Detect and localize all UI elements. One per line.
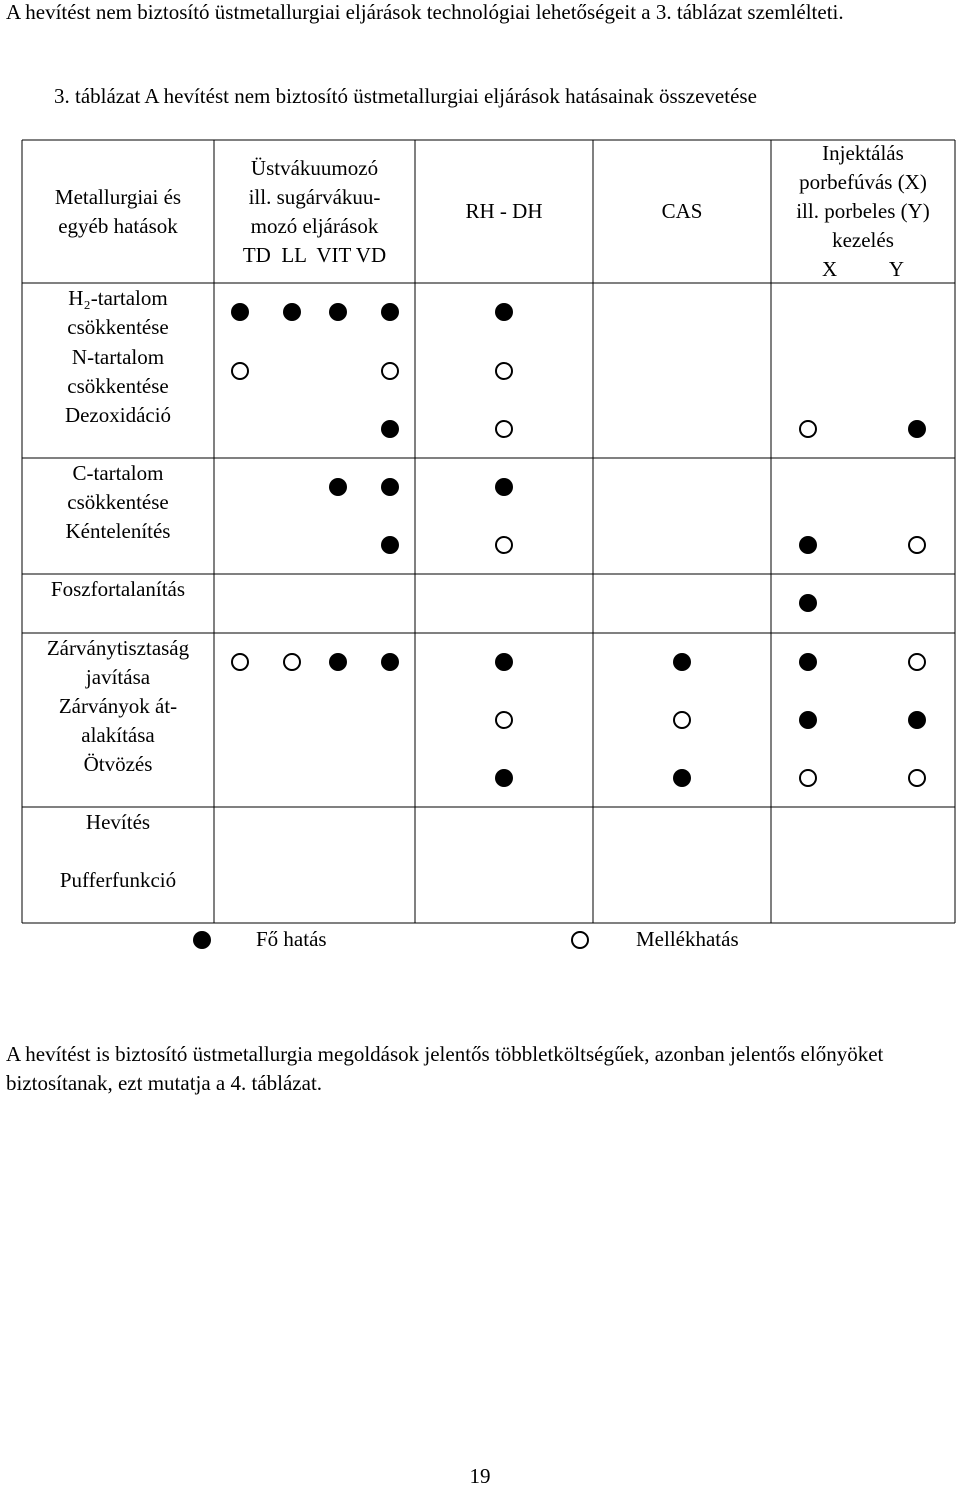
- header-line: ill. porbeles (Y): [796, 199, 930, 223]
- header-rh-dh: [417, 140, 591, 283]
- main-effect-dot: [381, 478, 399, 496]
- row-label: [24, 517, 212, 546]
- side-effect-dot: [495, 420, 513, 438]
- legend-side-effect-icon: [571, 931, 589, 949]
- side-effect-dot: [495, 711, 513, 729]
- header-line: mozó eljárások: [250, 213, 379, 238]
- main-effect-dot: [329, 653, 347, 671]
- row-label-line: Dezoxidáció: [64, 403, 172, 427]
- header-line: ill. sugárvákuu-: [248, 184, 381, 209]
- main-effect-dot: [495, 653, 513, 671]
- row-label: [24, 808, 212, 837]
- side-effect-dot: [231, 362, 249, 380]
- row-label-line: csökkentése: [67, 374, 169, 398]
- header-line: CAS: [661, 199, 703, 223]
- header-injection: [773, 140, 953, 283]
- header-cas: [595, 140, 769, 283]
- header-vacuum-processes: [216, 140, 413, 283]
- row-label-line: H₂-tartalom: [68, 286, 168, 310]
- row-label: [24, 866, 212, 895]
- header-line: RH - DH: [465, 199, 543, 223]
- main-effect-dot: [381, 653, 399, 671]
- row-label: [24, 343, 212, 401]
- row-label-line: Foszfortalanítás: [50, 577, 186, 601]
- row-label-line: Zárványtisztaság: [46, 636, 190, 660]
- header-line: TD LL VIT VD: [242, 242, 387, 267]
- side-effect-dot: [908, 769, 926, 787]
- side-effect-dot: [673, 711, 691, 729]
- table-caption: 3. táblázat A hevítést nem biztosító üstmetallurgiai eljárások hatásainak összevetése: [54, 84, 757, 108]
- side-effect-dot: [495, 536, 513, 554]
- main-effect-dot: [495, 303, 513, 321]
- header-line: kezelés: [832, 228, 894, 252]
- row-label-line: Zárványok át-: [58, 694, 178, 718]
- row-label-line: Ötvözés: [83, 752, 153, 776]
- side-effect-dot: [908, 536, 926, 554]
- main-effect-dot: [799, 594, 817, 612]
- row-label: [24, 575, 212, 604]
- main-effect-dot: [908, 711, 926, 729]
- main-effect-dot: [329, 303, 347, 321]
- side-effect-dot: [381, 362, 399, 380]
- main-effect-dot: [799, 711, 817, 729]
- row-label-line: Kéntelenítés: [65, 519, 171, 543]
- main-effect-dot: [673, 653, 691, 671]
- row-label-line: csökkentése: [67, 490, 169, 514]
- main-effect-dot: [908, 420, 926, 438]
- row-label: [24, 750, 212, 779]
- main-effect-dot: [673, 769, 691, 787]
- side-effect-dot: [495, 362, 513, 380]
- side-effect-dot: [283, 653, 301, 671]
- row-label: [24, 401, 212, 430]
- header-effects: [24, 140, 212, 283]
- main-effect-dot: [799, 653, 817, 671]
- row-label-line: javítása: [85, 665, 151, 689]
- side-effect-dot: [231, 653, 249, 671]
- header-line: Injektálás: [822, 141, 904, 165]
- row-label-line: C-tartalom: [72, 461, 164, 485]
- legend-main-effect-icon: [193, 931, 211, 949]
- row-label-line: Hevítés: [85, 810, 151, 834]
- row-label-line: N-tartalom: [71, 345, 165, 369]
- main-effect-dot: [495, 769, 513, 787]
- main-effect-dot: [231, 303, 249, 321]
- header-line: Metallurgiai és: [54, 184, 182, 209]
- row-label-line: Pufferfunkció: [59, 868, 177, 892]
- side-effect-dot: [908, 653, 926, 671]
- main-effect-dot: [381, 420, 399, 438]
- main-effect-dot: [799, 536, 817, 554]
- header-line: Üstvákuumozó: [250, 155, 379, 180]
- main-effect-dot: [329, 478, 347, 496]
- main-effect-dot: [495, 478, 513, 496]
- legend-main-effect-label: Fő hatás: [256, 927, 327, 951]
- row-label: [24, 459, 212, 517]
- main-effect-dot: [381, 536, 399, 554]
- row-label: [24, 634, 212, 692]
- page-number: 19: [469, 1464, 491, 1488]
- row-label: [24, 692, 212, 750]
- row-label-line: csökkentése: [67, 315, 169, 339]
- row-label: [24, 284, 212, 342]
- intro-paragraph: A hevítést nem biztosító üstmetallurgiai eljárások technológiai lehetőségeit a 3. táblázat szemlélteti.: [6, 0, 844, 24]
- footer-paragraph: A hevítést is biztosító üstmetallurgia megoldások jelentős többletköltségűek, azonban jelentős előnyöket biztosítanak, ezt mutatja a 4. táblázat.: [6, 1042, 884, 1095]
- legend-side-effect-label: Mellékhatás: [636, 927, 739, 951]
- header-line: egyéb hatások: [58, 213, 178, 238]
- side-effect-dot: [799, 420, 817, 438]
- header-line: X Y: [821, 257, 905, 281]
- header-line: porbefúvás (X): [799, 170, 927, 194]
- side-effect-dot: [799, 769, 817, 787]
- row-label-line: alakítása: [81, 723, 155, 747]
- main-effect-dot: [283, 303, 301, 321]
- main-effect-dot: [381, 303, 399, 321]
